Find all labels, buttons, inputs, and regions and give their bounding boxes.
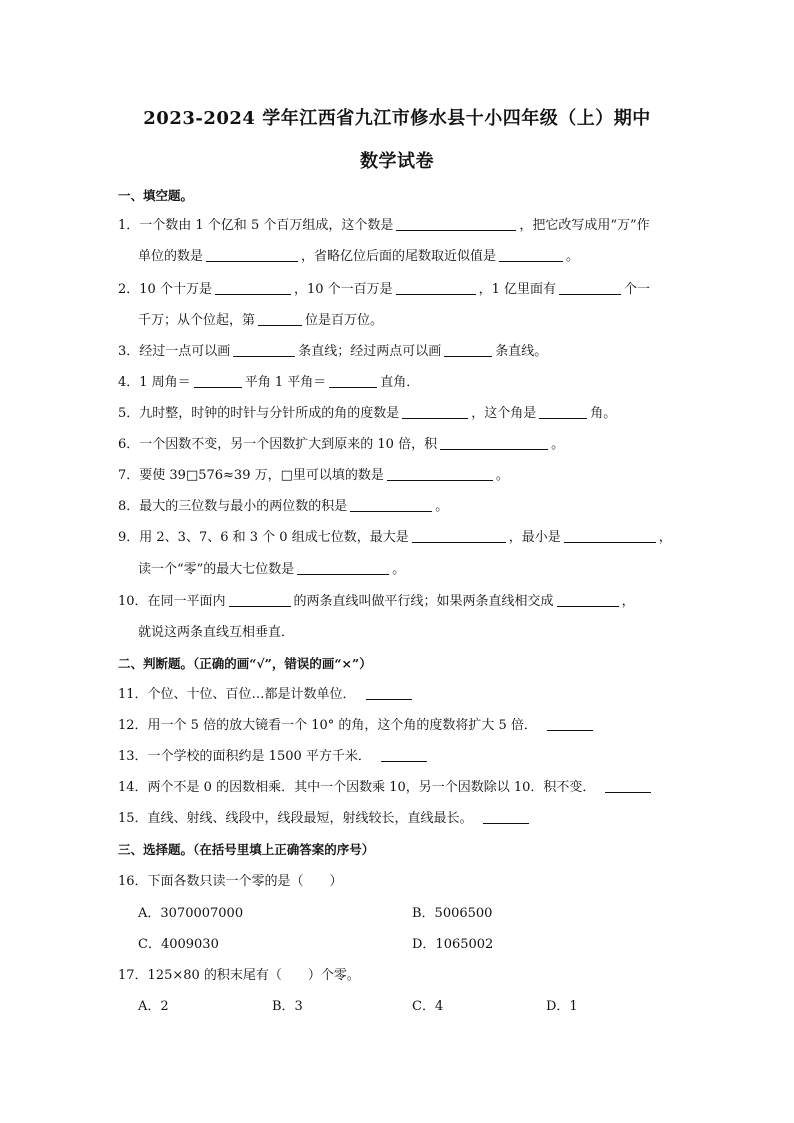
q1-text-a: 1．一个数由 1 个亿和 5 个百万组成，这个数是 <box>118 218 394 233</box>
q17-option-a[interactable]: A．2 <box>138 999 169 1014</box>
q9-text-b: ，最小是 <box>508 530 561 545</box>
q3-text-b: 条直线；经过两点可以画 <box>298 344 442 359</box>
q9-blank-2[interactable] <box>564 528 656 543</box>
q10-text-b: 的两条直线叫做平行线；如果两条直线相交成 <box>293 594 554 609</box>
q9-text-e: 。 <box>392 562 406 577</box>
q2-text-f: 位是百万位。 <box>305 313 384 328</box>
q2-text-d: 个一 <box>624 282 651 297</box>
question-9 <box>118 528 672 548</box>
q5-text-c: 角。 <box>590 406 617 421</box>
question-2 <box>118 280 650 300</box>
q3-blank-1[interactable] <box>233 342 295 357</box>
q11-text: 11．个位、十位、百位…都是计数单位． <box>118 687 356 702</box>
question-2-cont <box>138 311 383 331</box>
q17-option-c[interactable]: C．4 <box>412 999 444 1014</box>
q13-answer-blank[interactable] <box>381 747 427 762</box>
q11-answer-blank[interactable] <box>366 685 412 700</box>
q3-blank-2[interactable] <box>444 342 492 357</box>
q3-text-c: 条直线。 <box>495 344 548 359</box>
q10-text-d: 就说这两条直线互相垂直． <box>138 625 295 640</box>
q4-text-b: 平角 1 平角＝ <box>244 375 327 390</box>
q1-text-e: 。 <box>566 249 580 264</box>
q1-text-b: ，把它改写成用“万”作 <box>519 218 650 233</box>
question-3 <box>118 342 547 362</box>
q9-text-d: 读一个“零”的最大七位数是 <box>138 562 295 577</box>
q6-text-b: 。 <box>551 437 565 452</box>
q17-option-b[interactable]: B．3 <box>272 999 303 1014</box>
question-9-cont <box>138 560 405 580</box>
question-5 <box>118 404 616 424</box>
q4-text-c: 直角． <box>380 375 420 390</box>
q7-text-a: 7．要使 39□576≈39 万，□里可以填的数是 <box>118 468 384 483</box>
question-15 <box>118 809 532 829</box>
q7-blank-1[interactable] <box>387 466 493 481</box>
q4-text-a: 4．1 周角＝ <box>118 375 191 390</box>
q8-blank-1[interactable] <box>350 497 432 512</box>
q2-text-c: ，1 亿里面有 <box>478 282 557 297</box>
q7-text-b: 。 <box>495 468 509 483</box>
question-13 <box>118 747 430 767</box>
q2-text-e: 千万；从个位起，第 <box>138 313 256 328</box>
q16-option-a[interactable]: A．3070007000 <box>138 906 244 921</box>
q12-text: 12．用一个 5 倍的放大镜看一个 10° 的角，这个角的度数将扩大 5 倍． <box>118 718 537 733</box>
q16-option-c[interactable]: C．4009030 <box>138 937 219 952</box>
question-8 <box>118 497 448 517</box>
section-multiple-choice: 三、选择题。（在括号里填上正确答案的序号） <box>118 842 375 857</box>
q2-blank-3[interactable] <box>559 280 621 295</box>
q1-blank-2[interactable] <box>206 247 298 262</box>
question-14 <box>118 778 654 798</box>
q15-text: 15．直线、射线、线段中，线段最短，射线较长，直线最长。 <box>118 811 473 826</box>
question-7 <box>118 466 509 486</box>
exam-title: 2023-2024 学年江西省九江市修水县十小四年级（上）期中 <box>143 108 651 129</box>
q12-answer-blank[interactable] <box>547 716 593 731</box>
q9-blank-1[interactable] <box>412 528 506 543</box>
q15-answer-blank[interactable] <box>483 809 529 824</box>
q10-text-c: ， <box>621 594 635 609</box>
q1-text-d: ，省略亿位后面的尾数取近似值是 <box>301 249 497 264</box>
question-17: 17．125×80 的积末尾有（ ）个零。 <box>118 968 360 983</box>
question-1 <box>118 216 650 236</box>
q6-blank-1[interactable] <box>440 435 548 450</box>
q2-blank-2[interactable] <box>396 280 476 295</box>
question-16: 16．下面各数只读一个零的是（ ） <box>118 874 343 889</box>
q2-text-a: 2．10 个十万是 <box>118 282 212 297</box>
q5-blank-2[interactable] <box>539 404 587 419</box>
q13-text: 13．一个学校的面积约是 1500 平方千米． <box>118 749 371 764</box>
q9-text-a: 9．用 2、3、7、6 和 3 个 0 组成七位数，最大是 <box>118 530 409 545</box>
q1-text-c: 单位的数是 <box>138 249 204 264</box>
q6-text-a: 6．一个因数不变，另一个因数扩大到原来的 10 倍，积 <box>118 437 438 452</box>
q16-option-d[interactable]: D．1065002 <box>412 937 494 952</box>
question-11 <box>118 685 415 705</box>
q2-blank-1[interactable] <box>215 280 291 295</box>
q16-option-b[interactable]: B．5006500 <box>412 906 493 921</box>
q10-blank-2[interactable] <box>557 592 619 607</box>
q1-blank-3[interactable] <box>499 247 563 262</box>
question-1-cont <box>138 247 579 267</box>
question-10-cont <box>138 623 294 643</box>
q8-text-b: 。 <box>435 499 449 514</box>
q3-text-a: 3．经过一点可以画 <box>118 344 231 359</box>
q17-option-d[interactable]: D．1 <box>546 999 578 1014</box>
q10-blank-1[interactable] <box>229 592 291 607</box>
q9-text-c: ， <box>658 530 672 545</box>
q4-blank-1[interactable] <box>194 373 242 388</box>
question-4 <box>118 373 419 393</box>
section-true-false: 二、判断题。（正确的画“√”，错误的画“×”） <box>118 656 372 671</box>
q10-text-a: 10．在同一平面内 <box>118 594 226 609</box>
q14-text: 14．两个不是 0 的因数相乘．其中一个因数乘 10，另一个因数除以 10．积不变． <box>118 780 596 795</box>
q8-text-a: 8．最大的三位数与最小的两位数的积是 <box>118 499 348 514</box>
section-fill-blank: 一、填空题。 <box>118 188 194 203</box>
exam-subtitle: 数学试卷 <box>360 151 434 172</box>
q1-blank-1[interactable] <box>396 216 516 231</box>
q5-text-b: ，这个角是 <box>471 406 537 421</box>
question-10 <box>118 592 635 612</box>
q2-text-b: ，10 个一百万是 <box>293 282 393 297</box>
q9-blank-3[interactable] <box>297 560 389 575</box>
q2-blank-4[interactable] <box>258 311 302 326</box>
q5-blank-1[interactable] <box>402 404 468 419</box>
question-6 <box>118 435 564 455</box>
q5-text-a: 5．九时整，时钟的时针与分针所成的角的度数是 <box>118 406 400 421</box>
q4-blank-2[interactable] <box>329 373 377 388</box>
question-12 <box>118 716 596 736</box>
q14-answer-blank[interactable] <box>605 778 651 793</box>
